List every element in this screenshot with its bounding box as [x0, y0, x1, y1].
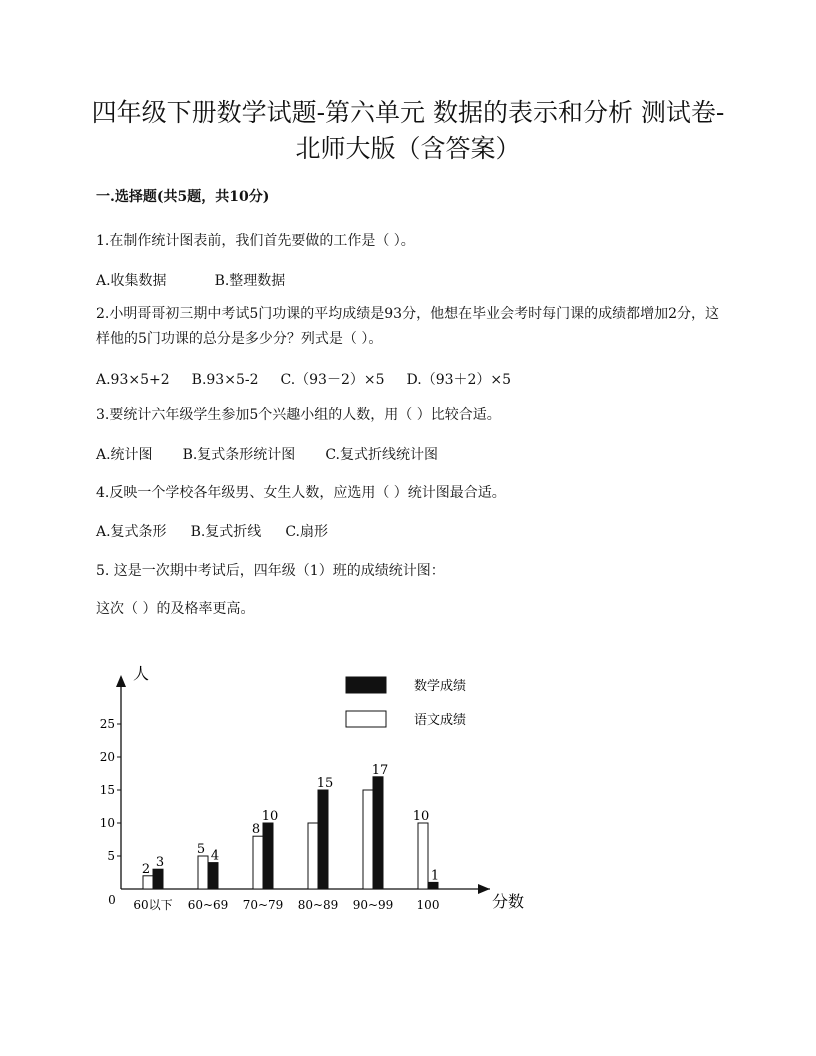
question-4-options	[96, 521, 358, 541]
data-label: 4	[210, 848, 220, 864]
x-axis-arrow	[478, 884, 490, 894]
option-b: B.复式折线	[190, 524, 262, 540]
data-label: 5	[196, 842, 206, 857]
y-tick-label: 25	[99, 717, 115, 731]
y-tick-label: 20	[99, 750, 115, 764]
bar-math	[263, 823, 273, 889]
option-a: A.复式条形	[96, 524, 167, 540]
option-c: C.扇形	[285, 524, 328, 540]
data-label: 2	[141, 861, 151, 877]
x-tick-label: 90~99	[352, 898, 394, 912]
question-2-options	[96, 369, 541, 389]
data-label: 1	[430, 868, 440, 884]
data-label: 10	[261, 809, 279, 824]
x-tick-label: 80~89	[297, 898, 339, 912]
legend-swatch-math	[346, 677, 386, 693]
question-4: 4.反映一个学校各年级男、女生人数，应选用（ ）统计图最合适。	[96, 485, 506, 501]
data-label: 15	[316, 776, 334, 791]
bar-chinese	[143, 876, 153, 889]
bar-chinese	[253, 836, 263, 889]
legend-label-chinese: 语文成绩	[414, 713, 467, 728]
option-a: A.收集数据	[96, 273, 167, 289]
bar-chinese	[198, 856, 208, 889]
question-5: 5. 这是一次期中考试后，四年级（1）班的成绩统计图：	[96, 563, 445, 579]
data-label: 10	[412, 809, 430, 824]
question-3-options	[96, 444, 468, 464]
option-b: B.整理数据	[214, 273, 286, 289]
question-1-options	[96, 270, 315, 290]
y-tick-label: 10	[99, 816, 115, 830]
bar-math	[318, 790, 328, 889]
score-bar-chart	[90, 655, 540, 925]
bar-chinese	[418, 823, 428, 889]
legend-label-math: 数学成绩	[414, 679, 467, 694]
data-label: 8	[251, 822, 261, 838]
y-tick-label: 15	[99, 783, 115, 797]
option-a: A.统计图	[96, 447, 153, 463]
option-c: C.复式折线统计图	[325, 447, 438, 463]
question-1: 1.在制作统计图表前，我们首先要做的工作是（ ）。	[96, 233, 415, 249]
option-c: C.（93－2）×5	[280, 372, 385, 388]
section-heading: 一.选择题(共5题，共10分)	[96, 189, 270, 205]
x-tick-label: 100	[416, 898, 440, 912]
legend-swatch-chinese	[346, 711, 386, 727]
x-tick-label: 60以下	[133, 898, 173, 912]
data-label: 3	[155, 855, 165, 871]
document-title	[60, 95, 756, 167]
option-b: B.93×5-2	[191, 372, 259, 388]
x-tick-label: 60~69	[187, 898, 229, 912]
title-line-2: 北师大版（含答案）	[295, 134, 521, 163]
bar-math	[153, 869, 163, 889]
y-tick-label: 5	[107, 849, 115, 863]
question-3: 3.要统计六年级学生参加5个兴趣小组的人数，用（ ）比较合适。	[96, 407, 501, 423]
option-b: B.复式条形统计图	[182, 447, 296, 463]
title-line-1: 四年级下册数学试题-第六单元 数据的表示和分析 测试卷-	[91, 98, 725, 127]
bar-chinese	[363, 790, 373, 889]
question-5-sub: 这次（ ）的及格率更高。	[96, 601, 255, 617]
y-axis-arrow	[116, 675, 126, 687]
option-a: A.93×5+2	[96, 372, 170, 388]
data-label: 17	[371, 762, 389, 778]
x-axis-label: 分数	[492, 892, 525, 911]
bar-math	[208, 863, 218, 889]
x-tick-label: 70~79	[242, 898, 284, 912]
question-2: 2.小明哥哥初三期中考试5门功课的平均成绩是93分，他想在毕业会考时每门课的成绩都增加2分，这样他的5门功课的总分是多少分？列式是（ ）。	[96, 306, 719, 347]
origin-label: 0	[108, 893, 116, 907]
option-d: D.（93＋2）×5	[406, 372, 512, 388]
y-axis-label: 人	[133, 664, 150, 683]
bar-math	[373, 777, 383, 889]
bar-chinese	[308, 823, 318, 889]
